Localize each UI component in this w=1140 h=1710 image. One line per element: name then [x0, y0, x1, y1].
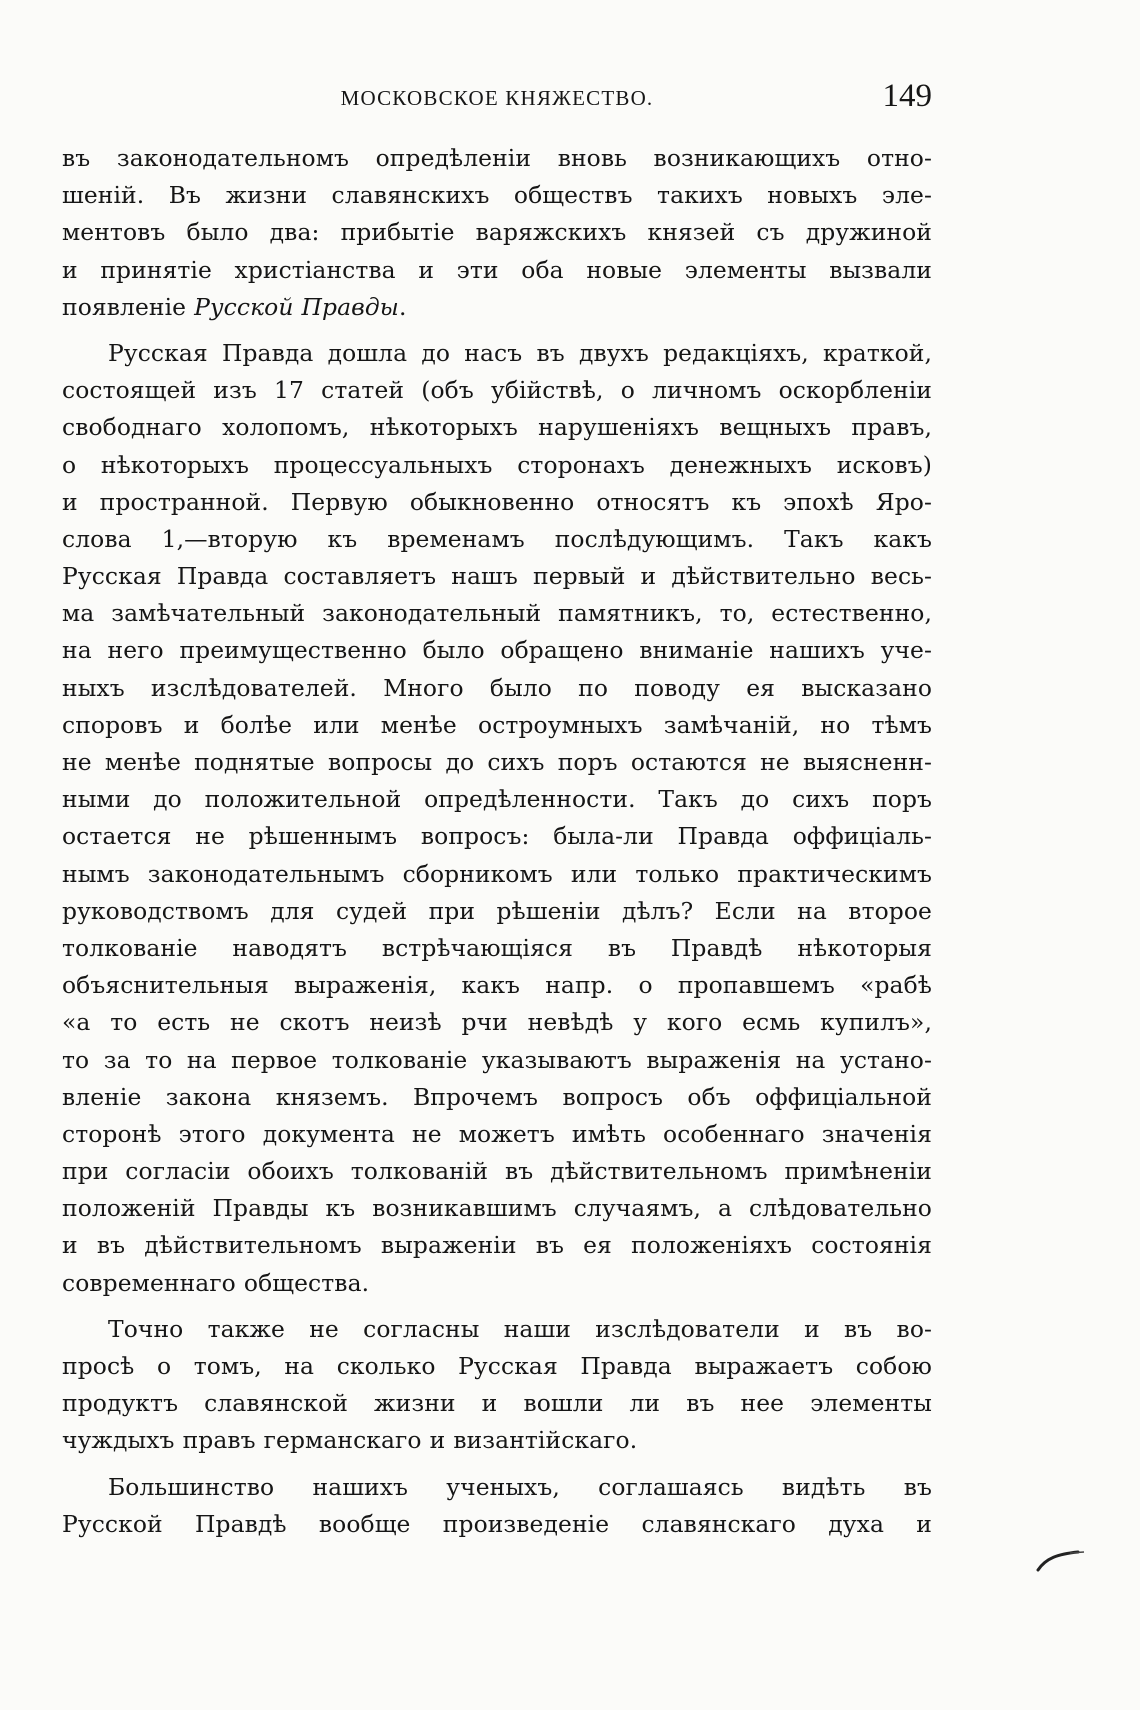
text-line: споровъ и болѣе или менѣе остроумныхъ замѣчаній, но тѣмъ [62, 710, 932, 739]
paragraph-1 [62, 140, 932, 326]
text-line: чуждыхъ правъ германскаго и византійскаго. [62, 1426, 638, 1455]
text-line: и въ дѣйствительномъ выраженіи въ ея положеніяхъ состоянія [62, 1231, 932, 1260]
text-line: вленіе закона княземъ. Впрочемъ вопросъ объ оффиціальной [62, 1082, 932, 1111]
page-number: 149 [882, 78, 932, 114]
text-line: слова 1,—вторую къ временамъ послѣдующимъ. Такъ какъ [62, 524, 932, 553]
text-line: ма замѣчательный законодательный памятникъ, то, естественно, [62, 599, 932, 628]
body-text [62, 140, 932, 1543]
punctuation: . [398, 292, 407, 321]
text-line [62, 289, 932, 326]
text-line: не менѣе поднятые вопросы до сихъ поръ остаются не выясненн- [62, 748, 932, 776]
text-line: толкованіе наводятъ встрѣчающіяся въ Правдѣ нѣкоторыя [62, 933, 932, 962]
text-line: положеній Правды къ возникавшимъ случаямъ, а слѣдовательно [62, 1194, 932, 1223]
text-line: объяснительныя выраженія, какъ напр. о пропавшемъ «рабѣ [62, 971, 932, 1000]
text-line: Русской Правдѣ вообще произведеніе славянскаго духа и [62, 1509, 932, 1538]
text-line: ныхъ изслѣдователей. Много было по поводу ея высказано [62, 673, 932, 702]
text-line: при согласіи обоихъ толкованій въ дѣйствительномъ примѣненіи [62, 1157, 932, 1186]
page-header [62, 78, 932, 118]
text-line: и принятіе христіанства и эти оба новые элементы вызвали [62, 255, 932, 284]
paragraph-3 [62, 1311, 932, 1460]
text-line: Русская Правда составляетъ нашъ первый и дѣйствительно весь- [62, 562, 932, 591]
text-fragment: появленіе [62, 292, 187, 321]
text-line: ментовъ было два: прибытіе варяжскихъ князей съ дружиной [62, 218, 932, 247]
text-line: состоящей изъ 17 статей (объ убійствѣ, о личномъ оскорбленіи [62, 376, 932, 405]
text-line: ными до положительной опредѣленности. Такъ до сихъ поръ [62, 785, 932, 814]
text-line: «а то есть не скотъ неизѣ рчи невѣдѣ у кого есмь купилъ», [62, 1008, 932, 1037]
text-line: шеній. Въ жизни славянскихъ обществъ такихъ новыхъ эле- [62, 181, 932, 210]
text-line: на него преимущественно было обращено вниманіе нашихъ уче- [62, 636, 932, 665]
text-line: свободнаго холопомъ, нѣкоторыхъ нарушеніяхъ вещныхъ правъ, [62, 413, 932, 442]
paragraph-2 [62, 335, 932, 1302]
paragraph-4 [62, 1469, 932, 1543]
italic-title: Русской Правды [194, 292, 399, 321]
ink-mark [1034, 1548, 1086, 1574]
text-line: въ законодательномъ опредѣленіи вновь возникающихъ отно- [62, 144, 932, 172]
text-line: о нѣкоторыхъ процессуальныхъ сторонахъ денежныхъ исковъ) [62, 450, 932, 479]
text-line: и пространной. Первую обыкновенно относятъ къ эпохѣ Яро- [62, 487, 932, 516]
running-title: МОСКОВСКОЕ КНЯЖЕСТВО. [340, 86, 654, 110]
text-line: Русская Правда дошла до насъ въ двухъ редакціяхъ, краткой, [108, 338, 932, 367]
text-line: руководствомъ для судей при рѣшеніи дѣлъ? Если на второе [62, 896, 932, 925]
text-line: то за то на первое толкованіе указываютъ выраженія на устано- [62, 1045, 932, 1074]
text-line: остается не рѣшеннымъ вопросъ: была-ли Правда оффиціаль- [62, 822, 932, 851]
text-line: сторонѣ этого документа не можетъ имѣть особеннаго значенія [62, 1119, 932, 1148]
text-line: просѣ о томъ, на сколько Русская Правда выражаетъ собою [62, 1352, 932, 1380]
text-line: современнаго общества. [62, 1268, 370, 1297]
text-line: Большинство нашихъ ученыхъ, соглашаясь видѣть въ [108, 1472, 932, 1501]
text-line: продуктъ славянской жизни и вошли ли въ нее элементы [62, 1389, 932, 1418]
text-line: Точно также не согласны наши изслѣдователи и въ во- [108, 1314, 932, 1343]
text-line: нымъ законодательнымъ сборникомъ или только практическимъ [62, 859, 932, 888]
